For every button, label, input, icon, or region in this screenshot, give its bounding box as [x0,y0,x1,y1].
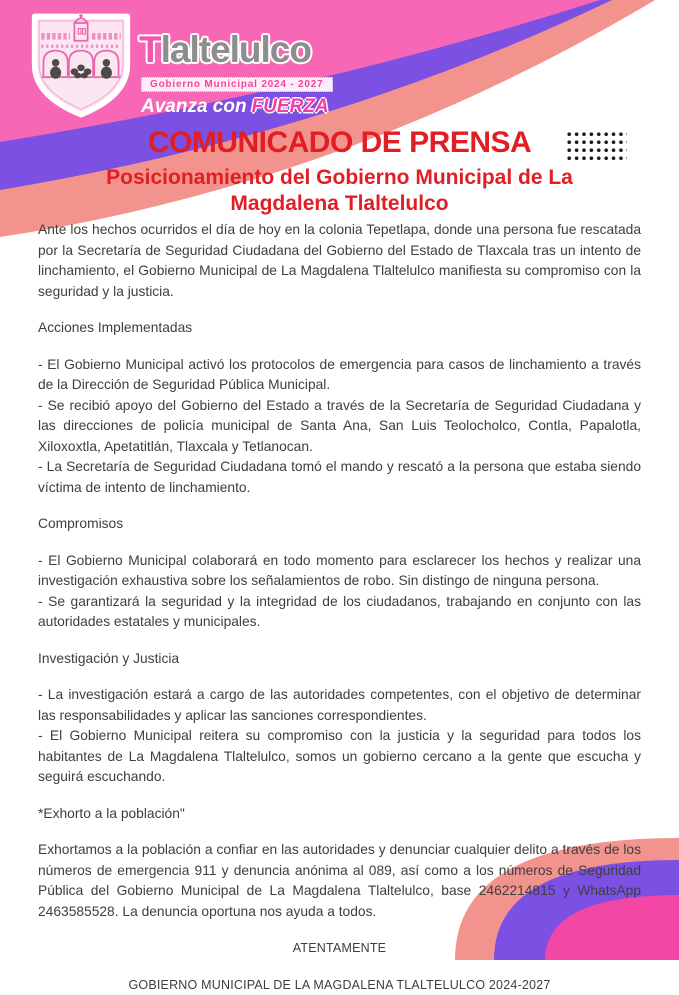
section-heading: *Exhorto a la población" [38,804,641,825]
body-paragraph: - El Gobierno Municipal reitera su compromiso con la justicia y la seguridad para todos los habitantes de La Magdalena Tlaltelulco, somos un gobierno cercano a la gente que escucha y seguirá escuchando. [38,726,641,788]
dots-grid-decoration-icon [567,132,627,164]
press-body [38,220,641,995]
section-heading: Investigación y Justicia [38,649,641,670]
municipal-seal-icon [24,12,138,118]
body-paragraph: - Se garantizará la seguridad y la integridad de los ciudadanos, trabajando en conjunto con las autoridades estatales y municipales. [38,592,641,633]
tagline-script: Avanza con [141,96,247,117]
page-title: COMUNICADO DE PRENSA [0,126,679,160]
signature-line: GOBIERNO MUNICIPAL DE LA MAGDALENA TLALTELULCO 2024-2027 [38,975,641,995]
subtitle-line-2: Magdalena Tlaltelulco [230,192,448,215]
wordmark [139,31,311,68]
tagline [141,96,329,118]
signature-line: ATENTAMENTE [38,938,641,959]
tagline-word: FUERZA [252,96,329,117]
body-paragraph: - El Gobierno Municipal activó los protocolos de emergencia para casos de linchamiento a través de la Dirección de Seguridad Pública Municipal. [38,355,641,396]
body-paragraph: - El Gobierno Municipal colaborará en todo momento para esclarecer los hechos y realizar una investigación exhaustiva sobre los señalamientos de robo. Sin distingo de ninguna persona. [38,551,641,592]
body-paragraph: - La investigación estará a cargo de las autoridades competentes, con el objetivo de determinar las responsabilidades y aplicar las sanciones correspondientes. [38,685,641,726]
body-paragraph: Exhortamos a la población a confiar en las autoridades y denunciar cualquier delito a través de los números de emergencia 911 y denuncia anónima al 089, así como a los números de Seguridad Pública del Gobierno Municipal de La Magdalena Tlaltelulco, base 2462214815 y WhatsApp 2463585528. La denuncia oportuna nos ayuda a todos. [38,840,641,922]
subtitle-line-1: Posicionamiento del Gobierno Municipal de La [106,166,573,189]
government-strip: Gobierno Municipal 2024 - 2027 [141,77,333,92]
wordmark-initial: T [139,29,161,70]
body-paragraph: - La Secretaría de Seguridad Ciudadana tomó el mando y rescató a la persona que estaba siendo víctima de intento de linchamiento. [38,457,641,498]
section-heading: Compromisos [38,514,641,535]
section-heading: Acciones Implementadas [38,318,641,339]
body-paragraph: - Se recibió apoyo del Gobierno del Estado a través de la Secretaría de Seguridad Ciudadana y las direcciones de policía municipal de Santa Ana, San Luis Teolocholco, Contla, Papalotla, Xiloxoxtla, Apetatitlán, Tlaxcala y Tetlanocan. [38,396,641,458]
wordmark-rest: laltelulco [161,29,311,70]
page-subtitle [0,165,679,217]
body-paragraph: Ante los hechos ocurridos el día de hoy en la colonia Tepetlapa, donde una persona fue rescatada por la Secretaría de Seguridad Ciudadana del Gobierno del Estado de Tlaxcala tras un intento de linchamiento, el Gobierno Municipal de La Magdalena Tlaltelulco manifiesta su compromiso con la seguridad y la justicia. [38,220,641,302]
